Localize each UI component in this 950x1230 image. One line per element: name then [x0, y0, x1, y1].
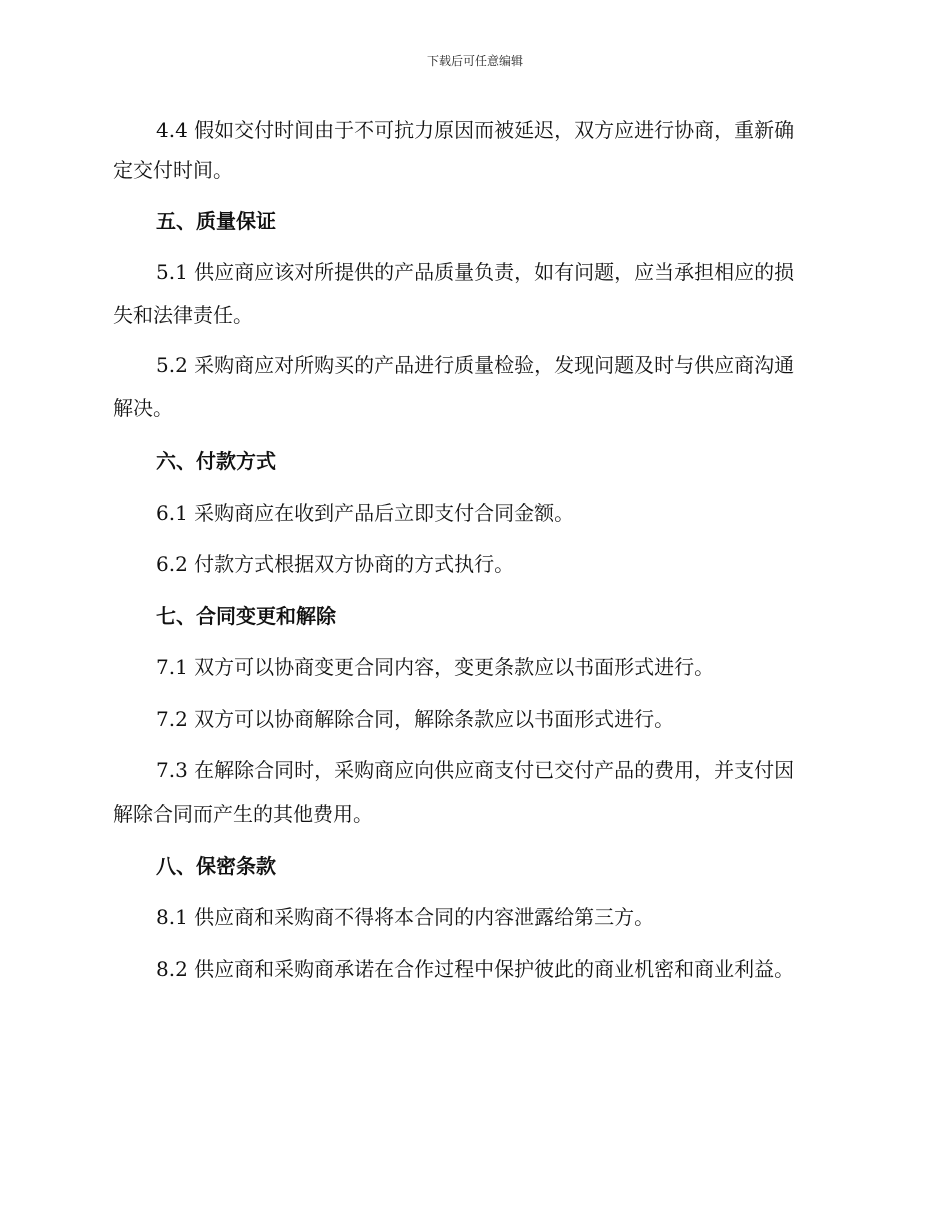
clause-4-4-line-1: 4.4 假如交付时间由于不可抗力原因而被延迟，双方应进行协商，重新确: [156, 118, 795, 142]
section-heading-8: 八、保密条款: [156, 854, 276, 878]
section-heading-5: 五、质量保证: [156, 209, 276, 233]
clause-5-1-line-2: 失和法律责任。: [113, 303, 253, 327]
clause-5-1-line-1: 5.1 供应商应该对所提供的产品质量负责，如有问题，应当承担相应的损: [156, 260, 795, 284]
section-heading-6: 六、付款方式: [156, 449, 276, 473]
clause-8-2: 8.2 供应商和采购商承诺在合作过程中保护彼此的商业机密和商业利益。: [156, 957, 795, 981]
clause-7-3-line-1: 7.3 在解除合同时，采购商应向供应商支付已交付产品的费用，并支付因: [156, 758, 795, 782]
clause-7-2: 7.2 双方可以协商解除合同，解除条款应以书面形式进行。: [156, 707, 675, 731]
section-heading-7: 七、合同变更和解除: [156, 604, 336, 628]
clause-7-3-line-2: 解除合同而产生的其他费用。: [113, 802, 373, 826]
clause-7-1: 7.1 双方可以协商变更合同内容，变更条款应以书面形式进行。: [156, 655, 715, 679]
page-header-note: 下载后可任意编辑: [426, 54, 523, 68]
clause-5-2-line-1: 5.2 采购商应对所购买的产品进行质量检验，发现问题及时与供应商沟通: [156, 353, 795, 377]
clause-6-2: 6.2 付款方式根据双方协商的方式执行。: [156, 552, 515, 576]
clause-8-1: 8.1 供应商和采购商不得将本合同的内容泄露给第三方。: [156, 905, 655, 929]
clause-5-2-line-2: 解决。: [113, 396, 173, 420]
clause-4-4-line-2: 定交付时间。: [113, 158, 233, 182]
clause-6-1: 6.1 采购商应在收到产品后立即支付合同金额。: [156, 501, 575, 525]
